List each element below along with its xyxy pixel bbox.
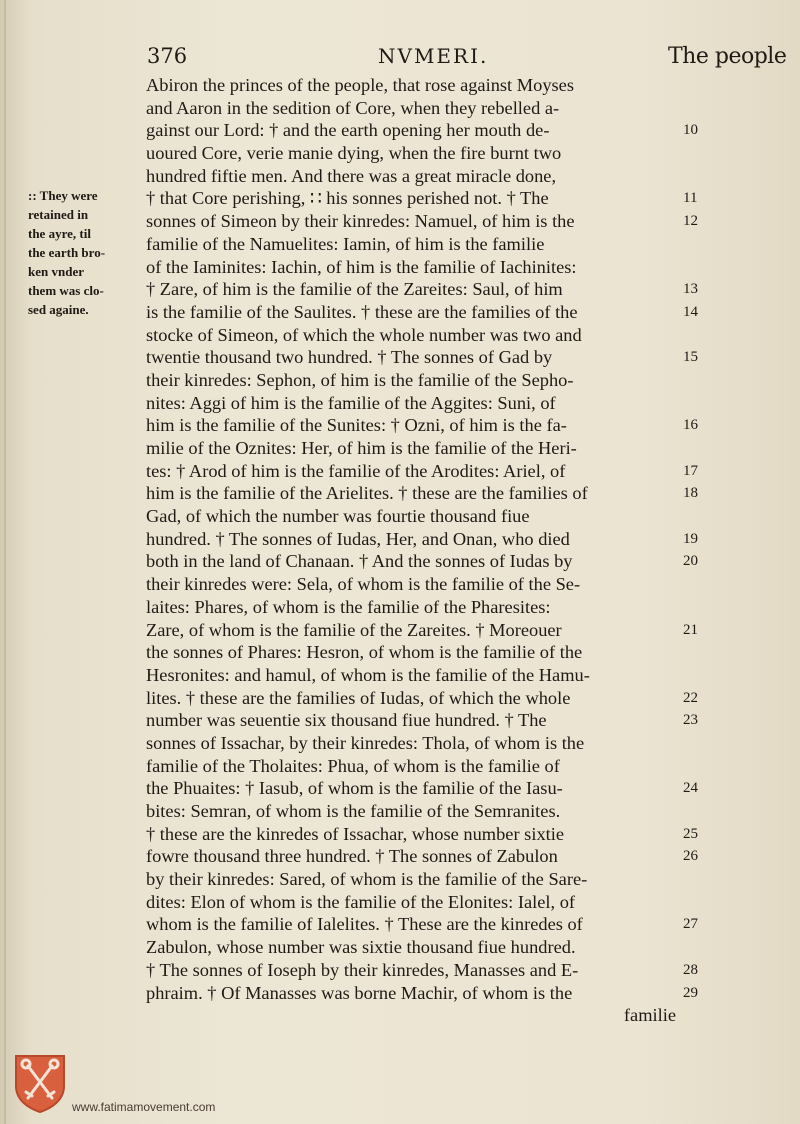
verse-number: 14	[683, 303, 698, 320]
verse-number	[683, 392, 723, 415]
verse-number	[683, 641, 723, 664]
verse-number	[683, 868, 723, 891]
verse-number	[683, 1004, 723, 1027]
page-number: 376	[147, 44, 188, 68]
book-title: NVMERI.	[378, 44, 489, 68]
verse-number: 17	[683, 462, 698, 479]
binding-edge	[4, 0, 6, 1124]
verse-number: 24	[683, 780, 698, 797]
text-line: him is the familie of the Sunites: † Ozni, of him is the fa-	[146, 415, 567, 436]
watermark-url: www.fatimamovement.com	[72, 1100, 216, 1114]
marginal-note-line: the earth bro-	[28, 245, 106, 260]
marginal-note-line: sed againe.	[28, 302, 89, 317]
verse-number	[683, 732, 723, 755]
marginal-note-line: ken vnder	[28, 264, 84, 279]
text-line: familie of the Namuelites: Iamin, of him is the familie	[146, 233, 545, 254]
verse-number: 21	[683, 621, 698, 638]
verse-number: 22	[683, 689, 698, 706]
text-line: familie of the Tholaites: Phua, of whom is the familie of	[146, 755, 560, 776]
marginal-note-line: :: They were	[28, 188, 98, 203]
verse-number	[683, 142, 723, 165]
verse-number: 10	[683, 122, 698, 139]
verse-number	[683, 233, 723, 256]
verse-number: 16	[683, 417, 698, 434]
text-line: familie	[623, 1005, 676, 1026]
marginal-note-line: the ayre, til	[28, 226, 91, 241]
text-line: hundred fiftie men. And there was a great miracle done,	[146, 165, 557, 186]
text-line: their kinredes were: Sela, of whom is the familie of the Se-	[146, 574, 581, 595]
verse-number	[683, 165, 723, 188]
text-line: bites: Semran, of whom is the familie of the Semranites.	[146, 801, 561, 821]
verse-number: 26	[683, 848, 698, 865]
text-line: whom is the familie of Ialelites. † These are the kinredes of	[146, 914, 583, 935]
verse-number	[683, 596, 723, 619]
verse-number: 11	[683, 190, 698, 207]
text-line: † Zare, of him is the familie of the Zareites: Saul, of him	[146, 279, 563, 300]
page-header	[0, 44, 800, 78]
text-line: Abiron the princes of the people, that rose against Moyses	[146, 75, 574, 95]
text-line: him is the familie of the Arielites. † these are the families of	[146, 483, 588, 504]
text-line: and Aaron in the sedition of Core, when they rebelled a-	[146, 97, 560, 118]
marginal-note-line: them was clo-	[28, 283, 104, 298]
verse-number	[683, 936, 723, 959]
verse-number: 29	[683, 984, 698, 1001]
verse-number: 15	[683, 349, 698, 366]
text-line: by their kinredes: Sared, of whom is the familie of the Sare-	[146, 869, 588, 890]
text-line: the Phuaites: † Iasub, of whom is the familie of the Iasu-	[146, 778, 563, 799]
verse-number	[683, 800, 723, 823]
verse-number	[683, 573, 723, 596]
text-line: laites: Phares, of whom is the familie of the Pharesites:	[146, 596, 551, 617]
text-line: lites. † these are the families of Iudas, of which the whole	[146, 687, 571, 708]
text-line: hundred. † The sonnes of Iudas, Her, and Onan, who died	[146, 528, 570, 549]
text-line: Gad, of which the number was fourtie thousand fiue	[146, 506, 530, 527]
verse-number: 23	[683, 712, 698, 729]
text-line: number was seuentie six thousand fiue hundred. † The	[146, 710, 547, 731]
text-line: † that Core perishing, ∷ his sonnes perished not. † The	[146, 188, 549, 209]
text-line: gainst our Lord: † and the earth opening her mouth de-	[146, 120, 550, 141]
text-line: tes: † Arod of him is the familie of the Arodites: Ariel, of	[146, 460, 566, 481]
verse-number	[683, 324, 723, 347]
text-line: sonnes of Issachar, by their kinredes: Thola, of whom is the	[146, 732, 585, 753]
text-line: phraim. † Of Manasses was borne Machir, of whom is the	[146, 982, 573, 1003]
text-line: both in the land of Chanaan. † And the sonnes of Iudas by	[146, 551, 573, 572]
text-line: nites: Aggi of him is the familie of the Aggites: Suni, of	[146, 392, 556, 413]
marginal-note-line: retained in	[28, 207, 89, 222]
text-line: stocke of Simeon, of which the whole number was two and	[146, 324, 582, 345]
text-line: the sonnes of Phares: Hesron, of whom is the familie of the	[146, 642, 583, 663]
verse-number: 18	[683, 485, 698, 502]
text-line: dites: Elon of whom is the familie of the Elonites: Ialel, of	[146, 891, 576, 912]
verse-number	[683, 891, 723, 914]
verse-number	[683, 755, 723, 778]
verse-number: 20	[683, 553, 698, 570]
verse-number: 25	[683, 825, 698, 842]
verse-number: 27	[683, 916, 698, 933]
verse-number	[683, 97, 723, 120]
text-line: † The sonnes of Ioseph by their kinredes, Manasses and E-	[146, 959, 579, 980]
text-line: uoured Core, verie manie dying, when the fire burnt two	[146, 143, 562, 164]
running-head: The people	[668, 44, 787, 69]
text-line: is the familie of the Saulites. † these are the families of the	[146, 301, 578, 322]
verse-numbers	[683, 74, 723, 1027]
verse-number	[683, 256, 723, 279]
text-line: sonnes of Simeon by their kinredes: Namuel, of him is the	[146, 211, 575, 232]
papal-keys-shield-icon	[12, 1052, 68, 1114]
verse-number: 13	[683, 281, 698, 298]
text-line: † these are the kinredes of Issachar, whose number sixtie	[146, 823, 565, 844]
verse-number: 28	[683, 961, 698, 978]
body-text	[146, 74, 676, 1027]
verse-number: 12	[683, 213, 698, 230]
verse-number	[683, 369, 723, 392]
text-line: of the Iaminites: Iachin, of him is the familie of Iachinites:	[146, 256, 577, 277]
text-line: twentie thousand two hundred. † The sonnes of Gad by	[146, 347, 553, 368]
text-line: their kinredes: Sephon, of him is the familie of the Sepho-	[146, 369, 574, 390]
verse-number: 19	[683, 530, 698, 547]
verse-number	[683, 505, 723, 528]
verse-number	[683, 664, 723, 687]
text-line: Zabulon, whose number was sixtie thousand fiue hundred.	[146, 937, 576, 958]
text-line: Hesronites: and hamul, of whom is the familie of the Hamu-	[146, 664, 590, 685]
marginal-note	[28, 186, 146, 319]
verse-number	[683, 437, 723, 460]
text-line: milie of the Oznites: Her, of him is the familie of the Heri-	[146, 438, 577, 458]
text-line: fowre thousand three hundred. † The sonnes of Zabulon	[146, 846, 558, 867]
text-line: Zare, of whom is the familie of the Zareites. † Moreouer	[146, 619, 562, 640]
verse-number	[683, 74, 723, 97]
